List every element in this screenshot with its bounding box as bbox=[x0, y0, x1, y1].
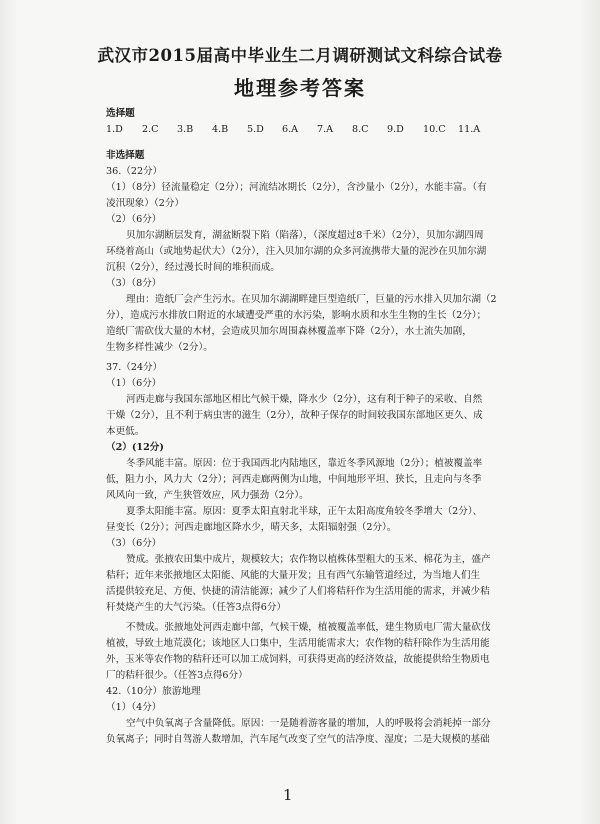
mc-answer: 1.D bbox=[106, 124, 123, 135]
mc-answer: 2.C bbox=[142, 124, 159, 135]
mc-heading: 选择题 bbox=[106, 108, 135, 119]
q37-text: 风风向一致，产生狭管效应，风力强劲（2分）。 bbox=[106, 490, 309, 501]
q37-text: 昼变长（2分）；河西走廊地区降水少，晴天多，太阳辐射强（2分）。 bbox=[106, 522, 397, 533]
q37-text: 外，玉米等农作物的秸秆还可以加工成饲料，可获得更高的经济效益，故能提供给生物质电 bbox=[106, 654, 490, 665]
q37-text: 秆焚烧产生的大气污染。（任答3点得6分） bbox=[106, 602, 287, 613]
mc-answer: 3.B bbox=[177, 124, 194, 135]
q36-text: 理由：造纸厂会产生污水。在贝加尔湖湖畔建巨型造纸厂，巨量的污水排入贝加尔湖（2 bbox=[126, 294, 497, 305]
q36-text: （1）（8分）径流量稳定（2分）；河流结冰期长（2分），含沙量小（2分），水能丰富。（有 bbox=[106, 182, 487, 193]
q37-text: 活提供较充足、方便、快捷的清洁能源；减少了人们将秸秆作为生活用能的需求，并减少秸 bbox=[106, 586, 490, 597]
q42-text: 空气中负氧离子含量降低。原因：一是随着游客量的增加，人的呼吸将会消耗掉一部分 bbox=[126, 718, 491, 729]
q37-text: 秸秆；近年来张掖地区太阳能、风能的大量开发；且有西气东输管道经过，为当地人们生 bbox=[106, 570, 481, 581]
q36-text: 贝加尔湖断层发育，湖盆断裂下陷（陷落），（深度超过8千米）（2分），贝加尔湖四周 bbox=[126, 230, 484, 241]
q37-text: 本更低。 bbox=[106, 426, 145, 437]
q37-text: 不赞成。张掖地处河西走廊中部，气候干燥，植被覆盖率低，建生物质电厂需大量砍伐 bbox=[126, 622, 491, 633]
q37-subheading: （1）（6分） bbox=[106, 378, 162, 389]
q36-subheading: （2）（6分） bbox=[106, 214, 162, 225]
q36-text: 沉积（2分），经过漫长时间的堆积而成。 bbox=[106, 262, 280, 273]
q37-text: 低，阻力小，风力大（2分）；河西走廊两侧为山地，中间地形平坦、狭长，且走向与冬季 bbox=[106, 474, 482, 485]
q42-text: 负氧离子；同时自驾游人数增加，汽车尾气改变了空气的洁净度、湿度；二是大规模的基础 bbox=[106, 734, 490, 745]
q37-text: 厂的秸秆很少。（任答3点得6分） bbox=[106, 670, 248, 681]
exam-title: 武汉市2015届高中毕业生二月调研测试文科综合试卷 bbox=[97, 46, 503, 65]
mc-answer: 8.C bbox=[352, 124, 369, 135]
q37-text: 夏季太阳能丰富。原因：夏季太阳直射北半球，正午太阳高度角较冬季增大（2分）、 bbox=[126, 506, 483, 517]
mc-answer: 6.A bbox=[282, 124, 299, 135]
q36-text: 凌汛现象）（2分） bbox=[106, 198, 185, 209]
q37-heading: 37.（24分） bbox=[106, 362, 163, 373]
q36-heading: 36.（22分） bbox=[106, 166, 163, 177]
q37-text: 赞成。张掖农田集中成片，规模较大；农作物以植株体型粗大的玉米、棉花为主，盛产 bbox=[126, 554, 491, 565]
q42-heading: 42.（10分）旅游地理 bbox=[106, 686, 201, 697]
mc-answer: 5.D bbox=[247, 124, 264, 135]
q37-subheading: （3）（6分） bbox=[106, 538, 162, 549]
q36-subheading: （3）（8分） bbox=[106, 278, 162, 289]
q36-text: 生物多样性减少（2分）。 bbox=[106, 342, 213, 353]
q36-text: 环绕着高山（或地势起伏大）（2分），注入贝加尔湖的众多河流携带大量的泥沙在贝加尔湖 bbox=[106, 246, 487, 257]
answer-body bbox=[106, 106, 526, 748]
q37-text: 干燥（2分），且不利于病虫害的滋生（2分），故种子保存的时间较我国东部地区更久、成 bbox=[106, 410, 483, 421]
mc-answer: 7.A bbox=[317, 124, 334, 135]
q37-text: 植被，导致土地荒漠化；该地区人口集中，生活用能需求大；农作物的秸秆除作为生活用能 bbox=[106, 638, 490, 649]
q36-text: 造纸厂需砍伐大量的木材，会造成贝加尔周围森林覆盖率下降（2分），水土流失加剧， bbox=[106, 326, 472, 337]
q42-subheading: （1）（4分） bbox=[106, 702, 162, 713]
mc-answer: 9.D bbox=[387, 124, 404, 135]
q37-text: 冬季风能丰富。原因：位于我国西北内陆地区，靠近冬季风源地（2分）；植被覆盖率 bbox=[126, 458, 483, 469]
nonmc-heading: 非选择题 bbox=[106, 150, 145, 161]
q36-text: 分），造成污水排放口附近的水域遭受严重的水污染，影响水质和水生生物的生长（2分）； bbox=[106, 310, 487, 321]
mc-answer: 4.B bbox=[212, 124, 229, 135]
mc-answers bbox=[106, 122, 526, 138]
answer-subtitle: 地理参考答案 bbox=[234, 76, 366, 100]
page-number: 1 bbox=[283, 786, 293, 804]
mc-answer: 11.A bbox=[458, 124, 481, 135]
mc-answer: 10.C bbox=[423, 124, 446, 135]
q37-text: 河西走廊与我国东部地区相比气候干燥，降水少（2分），这有利于种子的采收、自然 bbox=[126, 394, 483, 405]
q37-subheading: （2）(12分) bbox=[106, 442, 164, 453]
